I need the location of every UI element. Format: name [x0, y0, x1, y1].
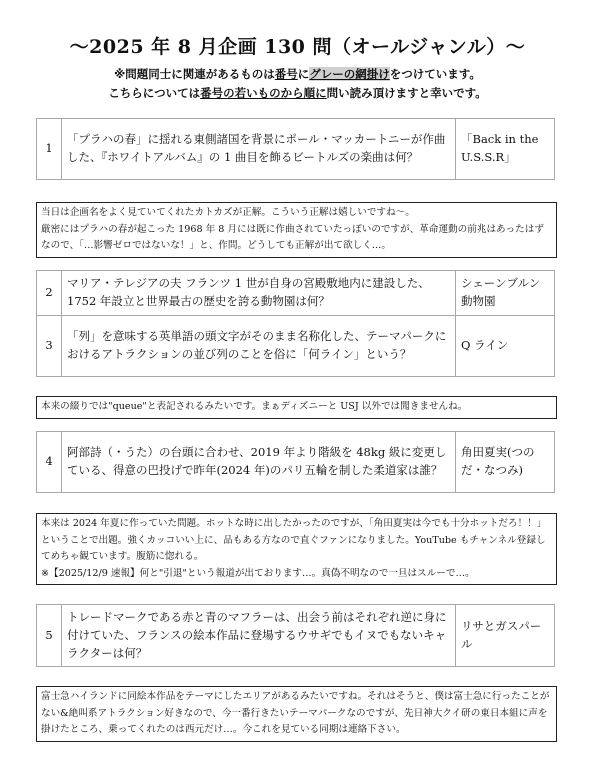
question-number: 5	[37, 605, 62, 667]
page-title: 〜2025 年 8 月企画 130 問（オールジャンル）〜	[69, 36, 526, 58]
answer-text: 「Back in the U.S.S.R」	[456, 119, 555, 180]
notice-line-2	[0, 85, 595, 101]
question-text: 阿部詩（・うた）の台頭に合わせ、2019 年より階級を 48kg 級に変更している、得意の巴投げで昨年(2024 年)のパリ五輪を制した柔道家は誰？	[62, 432, 456, 493]
notice-text: に	[297, 67, 310, 81]
answer-text: Q ライン	[456, 315, 555, 376]
question-number: 4	[37, 432, 62, 493]
comment-text: 本来は 2024 年夏に作っていた問題。ホットな時に出したかったのですが、「角田夏実は今でも十分ホットだろ！！」ということで出題。強くカッコいい上に、品もある方なので直ぐファンになりました。YouTube もチャンネル登録してめちゃ観ています。腹筋に惚れる。 ※【2025/12/9 速報】何と"引退"という報道が出ております…。真偽不明なので一旦はスルーで…。	[41, 518, 547, 579]
question-row	[37, 605, 555, 667]
comment-box	[36, 513, 557, 585]
question-text: マリア・テレジアの夫 フランツ 1 世が自身の宮殿敷地内に建設した、1752 年設立と世界最古の歴史を誇る動物園は何？	[62, 271, 456, 316]
answer-text: リサとガスパール	[456, 605, 555, 667]
comment-text: 本来の綴りでは"queue"と表記されるみたいです。まぁディズニーと USJ 以外では聞きませんね。	[41, 401, 468, 412]
notice-keyword-number: 番号	[274, 67, 298, 81]
answer-text: シェーンブルン動物園	[456, 271, 555, 316]
notice-line-1	[0, 66, 595, 82]
notice-text: こちらについては	[108, 86, 201, 100]
question-number: 3	[37, 315, 62, 376]
question-row	[37, 271, 555, 316]
question-table	[36, 604, 555, 667]
question-text: 「プラハの春」に揺れる東側諸国を背景にポール・マッカートニーが作曲した、『ホワイトアルバム』の 1 曲目を飾るビートルズの楽曲は何？	[62, 119, 456, 180]
comment-text: 当日は企画名をよく見ていてくれたカトカズが正解。こういう正解は嬉しいですね〜。 厳密にはプラハの春が起こった 1968 年 8 月には既に作曲されていたっぽいのですが、革命運動の前兆はあったはずなので、「…影響ゼロではないな！」と、作問。どうしても正解が出て欲しく…。	[41, 207, 544, 251]
comment-box	[36, 202, 557, 258]
question-text: トレードマークである赤と青のマフラーは、出会う前はそれぞれ逆に身に付けていた、フランスの絵本作品に登場するウサギでもイヌでもないキャラクターは何？	[62, 605, 456, 667]
question-row	[37, 119, 555, 180]
notice-text: ※問題同士に関連があるものは	[114, 67, 275, 81]
comment-box	[36, 686, 557, 742]
question-table	[36, 431, 555, 493]
question-row	[37, 432, 555, 493]
comment-box	[36, 396, 557, 419]
question-number: 2	[37, 271, 62, 316]
question-row	[37, 315, 555, 376]
answer-text: 角田夏実(つのだ・なつみ)	[456, 432, 555, 493]
notice-text: 問い読み頂けますと幸いです。	[326, 86, 487, 100]
question-table	[36, 118, 555, 180]
question-number: 1	[37, 119, 62, 180]
comment-text: 富士急ハイランドに同絵本作品をテーマにしたエリアがあるみたいですね。それはそうと、僕は富士急に行ったことがない&絶叫系アトラクション好きなので、今一番行きたいテーマパークなのですが、先日神大クイ研の東日本組に声を掛けたところ、乗ってくれたのは西元だけ…。今これを見ている同期は連絡下さい。	[41, 691, 550, 735]
notice-keyword-grey-shading: グレーの網掛け	[309, 67, 390, 81]
notice-text: をつけています。	[389, 67, 481, 81]
question-table	[36, 270, 555, 377]
notice-keyword-order: 番号の若いものから順に	[200, 86, 327, 100]
question-text: 「列」を意味する英単語の頭文字がそのまま名称化した、テーマパークにおけるアトラクションの並び列のことを俗に「何ライン」という？	[62, 315, 456, 376]
